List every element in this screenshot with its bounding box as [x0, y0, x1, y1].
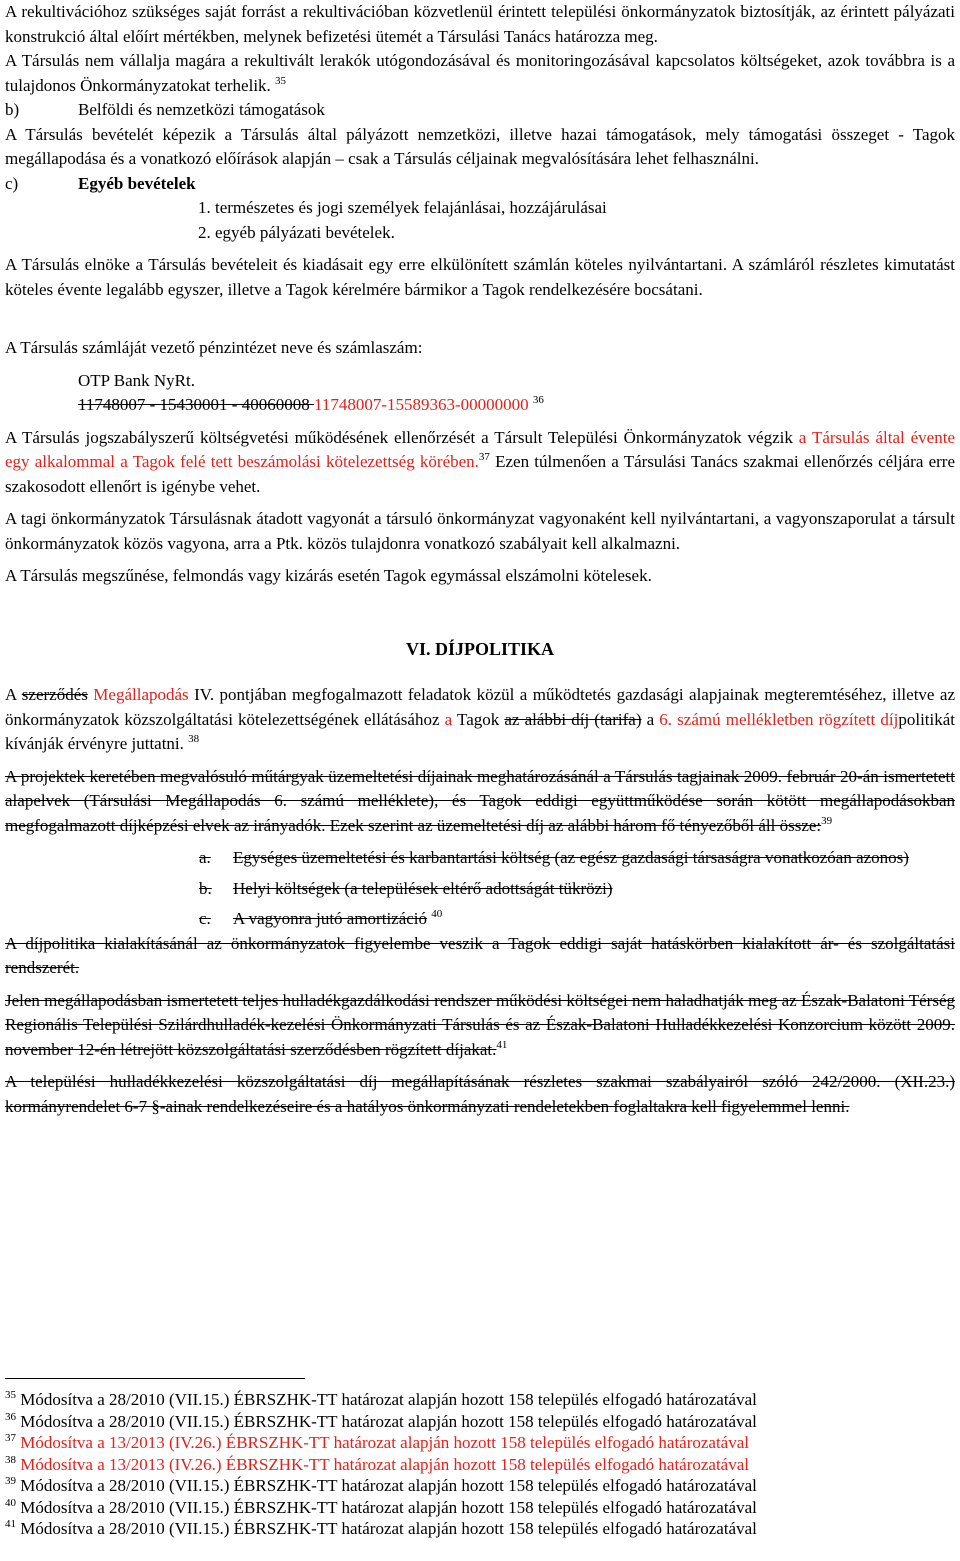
footnote-number: 38: [5, 1453, 16, 1466]
footnote-number: 41: [5, 1518, 16, 1530]
footnote-text: Módosítva a 28/2010 (VII.15.) ÉBRSZHK-TT határozat alapján hozott 158 település elfogadó határozatával: [16, 1476, 757, 1495]
footnote-text: Módosítva a 28/2010 (VII.15.) ÉBRSZHK-TT határozat alapján hozott 158 település elfogadó határozatával: [16, 1411, 757, 1431]
paragraph-projektek: [5, 765, 955, 839]
footnote-text: Módosítva a 28/2010 (VII.15.) ÉBRSZHK-TT határozat alapján hozott 158 település elfogadó határozatával: [16, 1519, 757, 1538]
paragraph-tamogatasok: A Társulás bevételét képezik a Társulás által pályázott nemzetközi, illetve hazai támogatások, mely támogatási összeget - Tagok megállapodása és a vonatkozó előírások alapján – csak a Társulás céljainak megvalósítására lehet felhasználni.: [5, 124, 955, 168]
account-old: 11748007 - 15430001 - 40060008: [78, 395, 314, 414]
deleted-text: A vagyonra jutó amortizáció: [233, 909, 428, 928]
account-number: [78, 393, 955, 418]
footnote-number: 35: [5, 1389, 16, 1401]
paragraph-kormanyrendelet: [5, 1070, 955, 1119]
footnote-36: [5, 1411, 955, 1433]
deleted-text: Helyi költségek (a települések eltérő adottságát tükrözi): [233, 878, 613, 898]
paragraph-dijpolitika: [5, 683, 955, 757]
footnote-number: 36: [5, 1410, 16, 1423]
paragraph-szamla: A Társulás számláját vezető pénzintézet neve és számlaszám:: [5, 338, 423, 357]
footnotes: [5, 1389, 955, 1540]
footnote-40: [5, 1497, 955, 1519]
footnote-ref: 40: [431, 908, 443, 920]
paragraph-text: A: [5, 685, 22, 704]
paragraph-dijpolitika-kialakitas: [5, 932, 955, 981]
inserted-text: Megállapodás: [87, 685, 189, 704]
section-title: Belföldi és nemzetközi támogatások: [78, 100, 325, 119]
section-title: Egyéb bevételek: [78, 173, 196, 193]
bank-name: OTP Bank NyRt.: [78, 370, 195, 390]
list-item-b: [199, 877, 955, 902]
footnote-number: 37: [5, 1432, 16, 1444]
footnote-ref: 41: [496, 1038, 508, 1051]
list-item: 1. természetes és jogi személyek felajánlásai, hozzájárulásai: [198, 198, 607, 217]
section-label: b): [5, 100, 20, 119]
deleted-text: A díjpolitika kialakításánál az önkormányzatok figyelembe veszik a Tagok eddigi saját hatáskörben kialakított ár- és szolgáltatási rendszerét.: [5, 933, 955, 977]
paragraph-text: A Társulás jogszabályszerű költségvetési működésének ellenőrzését a Társult Települési Önkormányzatok végzik: [5, 427, 799, 447]
deleted-text: Egységes üzemeltetési és karbantartási költség (az egész gazdasági társaságra vonatkozóan azonos): [233, 848, 909, 867]
list-label: c.: [199, 909, 211, 928]
list-item-a: [199, 846, 955, 871]
footnote-text: Módosítva a 13/2013 (IV.26.) ÉBRSZHK-TT határozat alapján hozott 158 település elfogadó határozatával: [16, 1433, 750, 1452]
deleted-text: Jelen megállapodásban ismertetett teljes hulladékgazdálkodási rendszer működési költségei nem haladhatják meg az Észak-Balatoni Térség Regionális Települési Szilárdhulladék-kezelési Önkormányzati Társulás és az Észak-Balatoni Hulladékkezelési Konzorcium között 2009. november 12-én létrejött közszolgáltatási szerződésben rögzített díjakat.: [5, 990, 955, 1059]
footnote-ref: 39: [821, 814, 833, 827]
inserted-text: a: [444, 709, 453, 729]
list-label: a.: [199, 848, 211, 867]
paragraph-rekultivacio: A rekultivációhoz szükséges saját forrást a rekultivációban közvetlenül érintett települési önkormányzatok biztosítják, az érintett pályázati konstrukció által előírt mértékben, melynek befizetési ütemét a Társulási Tanács határozza meg.: [5, 2, 955, 46]
section-label: c): [5, 173, 19, 193]
footnote-number: 40: [5, 1496, 16, 1509]
paragraph-text: politikát kívánják érvényre juttatni.: [5, 709, 956, 753]
footnote-text: Módosítva a 13/2013 (IV.26.) ÉBRSZHK-TT határozat alapján hozott 158 település elfogadó határozatával: [16, 1454, 750, 1474]
inserted-text: 6. számú mellékletben rögzített díj: [659, 709, 899, 729]
footnote-number: 39: [5, 1475, 16, 1487]
footnote-41: [5, 1518, 955, 1540]
paragraph-ellenorzes: [5, 426, 955, 500]
paragraph-vagyon: A tagi önkormányzatok Társulásnak átadott vagyonát a társuló önkormányzat vagyonaként kell nyilvántartani, a vagyonszaporulat a társult önkormányzatok közös vagyona, arra a Ptk. közös tulajdonra vonatkozó szabályait kell alkalmazni.: [5, 509, 955, 553]
footnote-38: [5, 1454, 955, 1476]
paragraph-text: A Társulás nem vállalja magára a rekultivált lerakók utógondozásával és monitoringozásával kapcsolatos költségeket, azok továbbra is a tulajdonos Önkormányzatokat terhelik.: [5, 51, 955, 95]
footnote-separator: [5, 1378, 305, 1379]
list-label: b.: [199, 878, 212, 898]
list-item: 2. egyéb pályázati bevételek.: [198, 222, 395, 242]
paragraph-text: Tagok: [452, 709, 505, 729]
footnote-text: Módosítva a 28/2010 (VII.15.) ÉBRSZHK-TT határozat alapján hozott 158 település elfogadó határozatával: [16, 1390, 757, 1409]
footnote-ref: 38: [188, 733, 200, 745]
deleted-text: az alábbi díj (tarifa): [504, 709, 642, 729]
footnote-35: [5, 1389, 955, 1411]
paragraph-text: Ezen túlmenően a Társulási Tanács szakmai ellenőrzés céljára erre szakosodott ellenőrt is igénybe vehet.: [5, 452, 955, 496]
account-new: 11748007-15589363-00000000: [313, 395, 529, 414]
paragraph-koltsegek: [5, 989, 955, 1063]
paragraph-megszunes: A Társulás megszűnése, felmondás vagy kizárás esetén Tagok egymással elszámolni kötelesek.: [5, 566, 652, 585]
paragraph-elnok: A Társulás elnöke a Társulás bevételeit és kiadásait egy erre elkülönített számlán köteles nyilvántartani. A számláról részletes kimutatást köteles évente legalább egyszer, illetve a Tagok kérelmére bármikor a Tagok rendelkezésére bocsátani.: [5, 255, 955, 299]
paragraph-text: IV. pontjában megfogalmazott feladatok közül a működtetés gazdasági alapjainak megteremtéséhez, illetve az önkormányzatok közszolgáltatási kötelezettségének ellátásához: [5, 685, 956, 729]
section-c-heading: [5, 172, 955, 197]
section-heading: VI. DÍJPOLITIKA: [405, 638, 555, 659]
inserted-text: a Társulás által évente egy alkalommal a Tagok felé tett beszámolási kötelezettség körében.: [5, 427, 955, 471]
footnote-ref: 36: [532, 394, 544, 406]
paragraph-utogondozas: [5, 49, 955, 98]
list-text: [233, 907, 955, 932]
footnote-ref: 37: [478, 451, 490, 463]
list-item-c: [199, 907, 955, 932]
section-b-heading: [5, 98, 955, 123]
document-page: [5, 0, 955, 1119]
footnote-39: [5, 1475, 955, 1497]
deleted-text: A települési hulladékkezelési közszolgáltatási díj megállapításának részletes szakmai szabályairól szóló 242/2000. (XII.23.) kormányrendelet 6-7 §-ainak rendelkezéseire és a hatályos önkormányzati rendeletekben foglaltakra kell figyelemmel lenni.: [5, 1072, 955, 1116]
paragraph-text: a: [641, 709, 660, 729]
deleted-text: szerződés: [21, 685, 88, 704]
footnote-ref: 35: [275, 74, 287, 87]
footnote-37: [5, 1432, 955, 1454]
deleted-text: A projektek keretében megvalósuló műtárgyak üzemeltetési díjainak meghatározásánál a Társulás tagjainak 2009. február 20-án ismertetett alapelvek (Társulási Megállapodás 6. számú melléklete), és Tagok eddigi együttműködése során kötött megállapodásokban megfogalmazott díjképzési elvek az irányadók. Ezek szerint az üzemeltetési díj az alábbi három fő tényezőből áll össze:: [5, 766, 955, 835]
footnote-text: Módosítva a 28/2010 (VII.15.) ÉBRSZHK-TT határozat alapján hozott 158 település elfogadó határozatával: [16, 1497, 757, 1517]
